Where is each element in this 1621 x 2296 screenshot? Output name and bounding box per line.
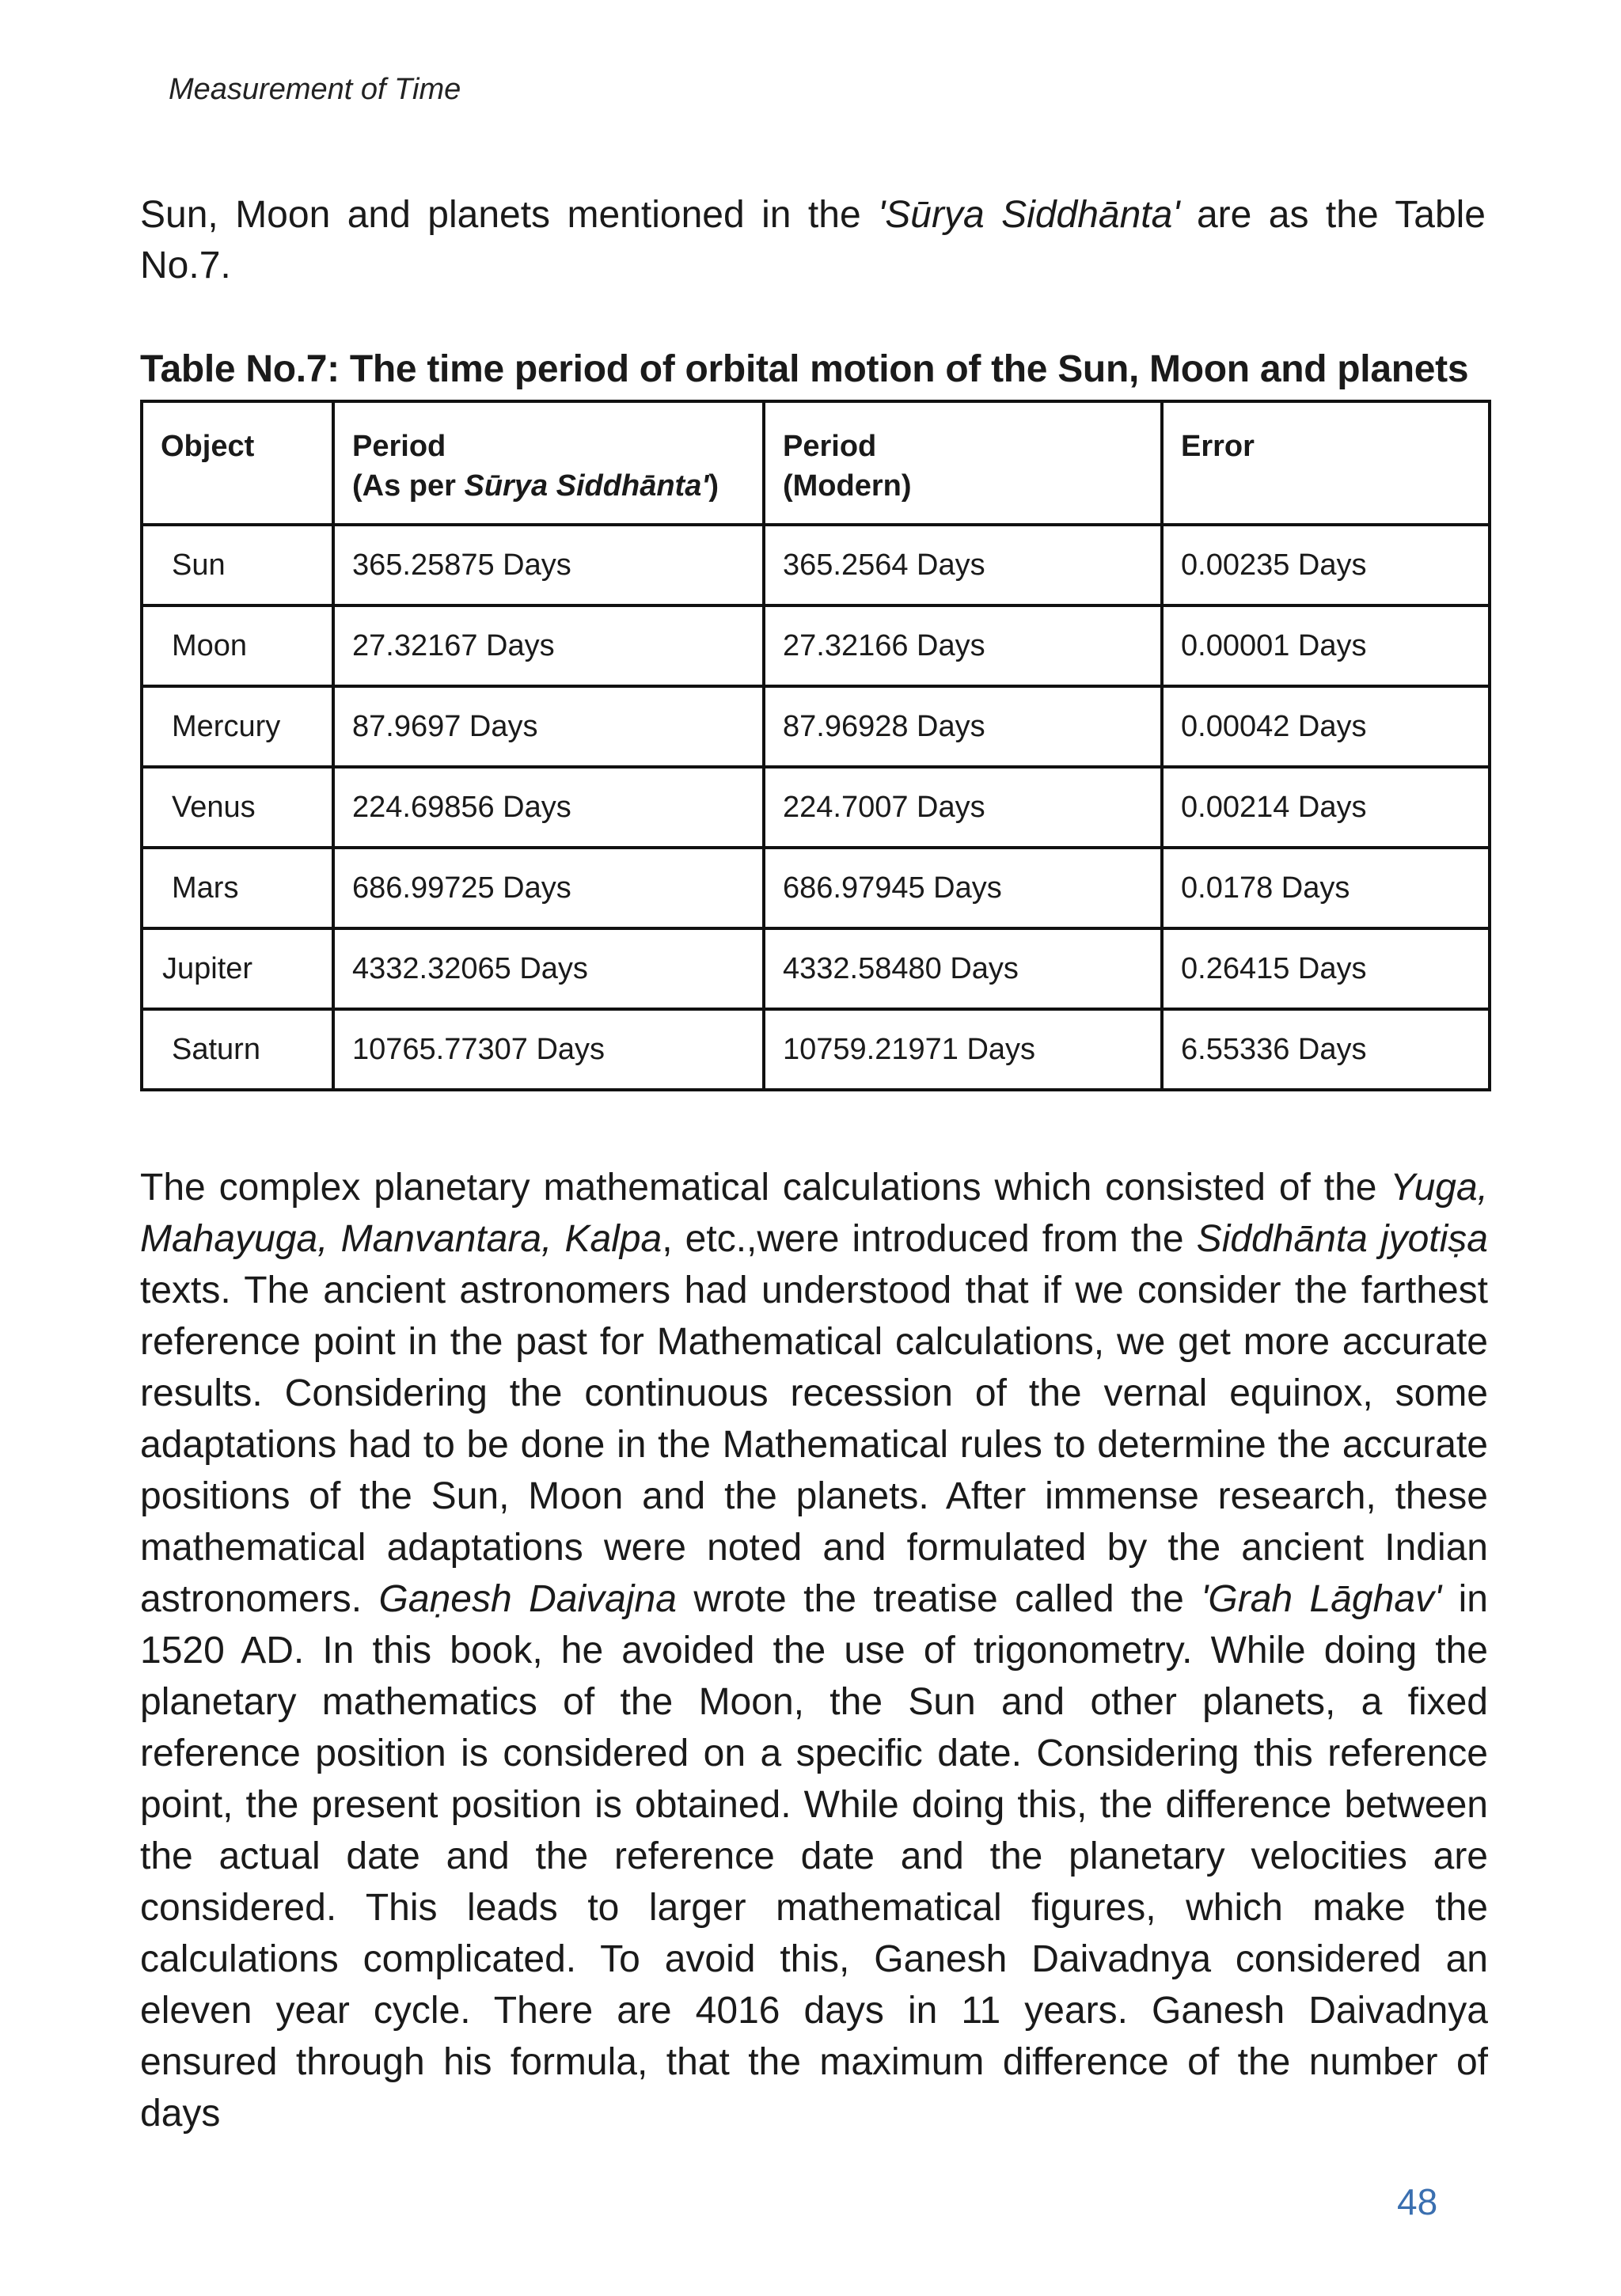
table-header-row: [142, 401, 1490, 525]
cell-error: 0.26415 Days: [1162, 928, 1490, 1009]
cell-object: Sun: [142, 525, 333, 605]
body-text-4: wrote the treatise called the: [676, 1578, 1202, 1620]
table-row: [142, 767, 1490, 848]
body-text-2: , etc.,were introduced from the: [662, 1218, 1197, 1260]
cell-error: 0.0178 Days: [1162, 848, 1490, 928]
cell-period-modern: 686.97945 Days: [764, 848, 1162, 928]
cell-period-ss: 4332.32065 Days: [333, 928, 764, 1009]
running-head: Measurement of Time: [169, 73, 461, 106]
table-row: [142, 605, 1490, 686]
cell-object: Venus: [142, 767, 333, 848]
header-period-modern: [764, 401, 1162, 525]
cell-period-modern: 365.2564 Days: [764, 525, 1162, 605]
table-caption: Table No.7: The time period of orbital motion of the Sun, Moon and planets: [140, 348, 1469, 390]
header-period-ss-line1: Period: [352, 430, 446, 463]
cell-period-ss: 10765.77307 Days: [333, 1009, 764, 1090]
table-row: [142, 848, 1490, 928]
cell-object: Mercury: [142, 686, 333, 767]
body-italic-grah-laghav: 'Grah Lāghav': [1201, 1578, 1442, 1620]
cell-period-ss: 365.25875 Days: [333, 525, 764, 605]
cell-object: Saturn: [142, 1009, 333, 1090]
body-italic-ganesh: Gaṇesh Daivajna: [378, 1578, 677, 1620]
body-text-5: in 1520 AD. In this book, he avoided the use of trigonometry. While doing the planetary mathematics of the Moon, the Sun and other planets, a fixed reference position is considered on a specific date. Considering this reference point, the present position is obtained. While doing this, the difference between the actual date and the reference date and the planetary velocities are considered. This leads to larger mathematical figures, which make the calculations complicated. To avoid this, Ganesh Daivadnya considered an eleven year cycle. There are 4016 days in 11 years. Ganesh Daivadnya ensured through his formula, that the maximum difference of the number of days: [140, 1578, 1488, 2135]
cell-period-ss: 27.32167 Days: [333, 605, 764, 686]
body-text-1: The complex planetary mathematical calculations which consisted of the: [140, 1167, 1391, 1209]
header-period-modern-line2: (Modern): [783, 469, 912, 503]
body-italic-siddhanta: Siddhānta jyotiṣa: [1196, 1218, 1489, 1260]
intro-text-1: Sun, Moon and planets mentioned in the: [140, 194, 879, 236]
cell-period-modern: 87.96928 Days: [764, 686, 1162, 767]
cell-error: 0.00235 Days: [1162, 525, 1490, 605]
body-paragraph: [140, 1162, 1488, 2139]
intro-text-2: are as the Table No.7.: [140, 194, 1486, 287]
header-period-ss-suffix: ): [708, 469, 719, 503]
header-period-ss-prefix: (As per: [352, 469, 465, 503]
header-error: Error: [1162, 401, 1490, 525]
cell-object: Mars: [142, 848, 333, 928]
table-row: [142, 1009, 1490, 1090]
cell-error: 6.55336 Days: [1162, 1009, 1490, 1090]
cell-error: 0.00214 Days: [1162, 767, 1490, 848]
cell-period-modern: 27.32166 Days: [764, 605, 1162, 686]
header-period-surya-siddhanta: [333, 401, 764, 525]
table-row: [142, 928, 1490, 1009]
body-text-3: texts. The ancient astronomers had understood that if we consider the farthest reference point in the past for Mathematical calculations, we get more accurate results. Considering the continuous recession of the vernal equinox, some adaptations had to be done in the Mathematical rules to determine the accurate positions of the Sun, Moon and the planets. After immense research, these mathematical adaptations were noted and formulated by the ancient Indian astronomers.: [140, 1269, 1488, 1620]
header-period-modern-line1: Period: [783, 430, 877, 463]
intro-paragraph: [140, 190, 1486, 291]
cell-object: Moon: [142, 605, 333, 686]
cell-period-modern: 224.7007 Days: [764, 767, 1162, 848]
table-row: [142, 686, 1490, 767]
intro-title-italic: 'Sūrya Siddhānta': [878, 194, 1180, 236]
cell-period-modern: 10759.21971 Days: [764, 1009, 1162, 1090]
cell-error: 0.00001 Days: [1162, 605, 1490, 686]
header-period-ss-italic: Sūrya Siddhānta': [464, 469, 709, 503]
cell-object: Jupiter: [142, 928, 333, 1009]
cell-period-ss: 224.69856 Days: [333, 767, 764, 848]
body-italic-yuga: Yuga, Mahayuga, Manvantara, Kalpa: [140, 1167, 1488, 1260]
cell-period-ss: 87.9697 Days: [333, 686, 764, 767]
orbital-period-table: [140, 400, 1491, 1091]
header-object: Object: [142, 401, 333, 525]
cell-period-modern: 4332.58480 Days: [764, 928, 1162, 1009]
table-row: [142, 525, 1490, 605]
cell-error: 0.00042 Days: [1162, 686, 1490, 767]
page-number: 48: [1397, 2181, 1438, 2222]
cell-period-ss: 686.99725 Days: [333, 848, 764, 928]
